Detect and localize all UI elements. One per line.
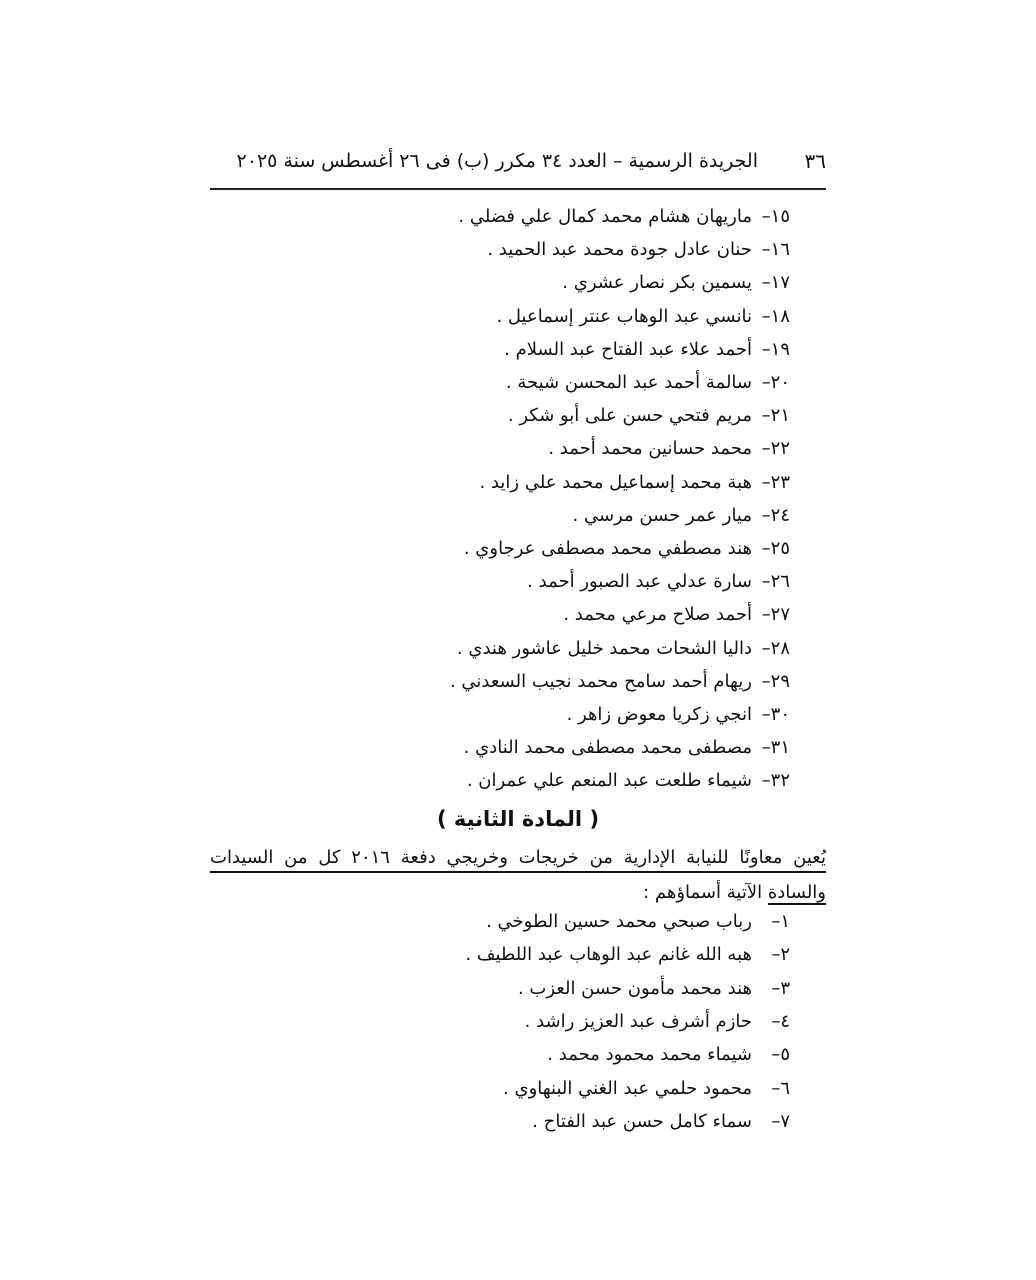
- article-2-paragraph-line-2: [643, 878, 826, 908]
- item-name: مريم فتحي حسن على أبو شكر .: [507, 405, 752, 427]
- item-number: ٢٧–: [761, 604, 790, 626]
- item-number: ١٦–: [761, 239, 790, 261]
- list-item: [567, 701, 790, 729]
- item-number: ٢٠–: [761, 372, 790, 393]
- list-item: [464, 734, 790, 762]
- item-number: ١–: [771, 911, 790, 932]
- list-item: [547, 1041, 790, 1069]
- list-item: [487, 236, 790, 264]
- gazette-title: الجريدة الرسمية – العدد ٣٤ مكرر (ب) فى ٢٦ أغسطس سنة ٢٠٢٥: [236, 150, 758, 172]
- list-item: [518, 975, 790, 1003]
- item-number: ١٩–: [761, 338, 790, 360]
- list-item: [563, 601, 790, 629]
- paragraph-rest: الآتية أسماؤهم :: [643, 882, 768, 903]
- list-item: [503, 1075, 790, 1103]
- item-name: حازم أشرف عبد العزيز راشد .: [524, 1010, 752, 1032]
- page-header: [210, 146, 826, 176]
- item-number: ٢١–: [761, 405, 790, 427]
- item-name: هند محمد مأمون حسن العزب .: [517, 977, 752, 999]
- item-name: حنان عادل جودة محمد عبد الحميد .: [487, 239, 752, 261]
- list-item: [480, 469, 791, 497]
- item-number: ٥–: [771, 1044, 790, 1066]
- item-number: ١٥–: [761, 206, 790, 227]
- list-item: [496, 303, 790, 331]
- item-name: شيماء محمد محمود محمد .: [547, 1044, 752, 1066]
- item-name: أحمد علاء عبد الفتاح عبد السلام .: [504, 338, 752, 360]
- list-item: [458, 203, 790, 231]
- item-name: رباب صبحي محمد حسين الطوخي .: [486, 911, 752, 932]
- item-number: ٢٣–: [761, 471, 790, 493]
- list-item: [465, 941, 790, 969]
- list-item: [562, 269, 790, 297]
- item-name: مصطفى محمد مصطفى محمد النادي .: [463, 737, 752, 759]
- header-divider: [210, 188, 826, 190]
- item-name: ماريهان هشام محمد كمال علي فضلي .: [458, 206, 752, 227]
- item-number: ٢٤–: [761, 504, 790, 526]
- item-number: ٦–: [771, 1077, 790, 1099]
- list-item: [506, 369, 790, 397]
- item-number: ٢–: [771, 944, 790, 966]
- item-name: سارة عدلي عبد الصبور أحمد .: [527, 571, 752, 593]
- item-name: سالمة أحمد عبد المحسن شيحة .: [505, 372, 752, 393]
- list-item: [527, 568, 790, 596]
- item-number: ١٨–: [761, 305, 790, 327]
- list-item: [548, 435, 790, 463]
- item-number: ٣–: [771, 977, 790, 999]
- list-item: [573, 502, 790, 530]
- article-2-paragraph-line-1: يُعين معاونًا للنيابة الإدارية من خريجات وخريجي دفعة ٢٠١٦ كل من السيدات: [210, 843, 826, 873]
- item-name: هبه الله غانم عبد الوهاب عبد اللطيف .: [465, 944, 752, 966]
- item-name: يسمين بكر نصار عشري .: [562, 272, 752, 294]
- item-name: محمود حلمي عبد الغني البنهاوي .: [503, 1077, 752, 1099]
- item-number: ٣١–: [761, 737, 790, 759]
- list-item: [464, 535, 790, 563]
- item-number: ٢٢–: [761, 438, 790, 460]
- item-name: أحمد صلاح مرعي محمد .: [563, 604, 752, 626]
- article-2-title: ( المادة الثانية ): [436, 807, 600, 831]
- item-number: ١٧–: [761, 272, 790, 294]
- list-item: [525, 1008, 790, 1036]
- item-name: سماء كامل حسن عبد الفتاح .: [532, 1110, 752, 1132]
- list-item: [508, 402, 790, 430]
- item-number: ٣٢–: [761, 770, 790, 792]
- item-name: شيماء طلعت عبد المنعم علي عمران .: [466, 770, 752, 792]
- item-name: هند مصطفي محمد مصطفى عرجاوي .: [463, 538, 752, 559]
- item-name: ميار عمر حسن مرسي .: [572, 504, 752, 526]
- item-number: ٢٦–: [761, 571, 790, 593]
- list-item: [532, 1108, 790, 1136]
- list-item: [467, 767, 790, 795]
- page-number: ٣٦: [804, 149, 826, 173]
- item-number: ٤–: [771, 1010, 790, 1032]
- list-item: [450, 668, 790, 696]
- underlined-word: والسادة: [767, 882, 826, 903]
- item-name: داليا الشحات محمد خليل عاشور هندي .: [456, 637, 752, 659]
- item-name: هبة محمد إسماعيل محمد علي زايد .: [479, 471, 752, 493]
- item-name: نانسي عبد الوهاب عنتر إسماعيل .: [496, 305, 752, 327]
- item-name: انجي زكريا معوض زاهر .: [566, 704, 752, 725]
- item-name: محمد حسانين محمد أحمد .: [548, 438, 752, 460]
- item-number: ٧–: [771, 1110, 790, 1132]
- item-name: ريهام أحمد سامح محمد نجيب السعدني .: [449, 670, 752, 692]
- list-item: [457, 635, 790, 663]
- item-number: ٢٨–: [761, 637, 790, 659]
- list-item: [486, 908, 790, 936]
- item-number: ٢٥–: [761, 538, 790, 559]
- list-item: [504, 336, 790, 364]
- item-number: ٢٩–: [761, 670, 790, 692]
- item-number: ٣٠–: [761, 704, 790, 725]
